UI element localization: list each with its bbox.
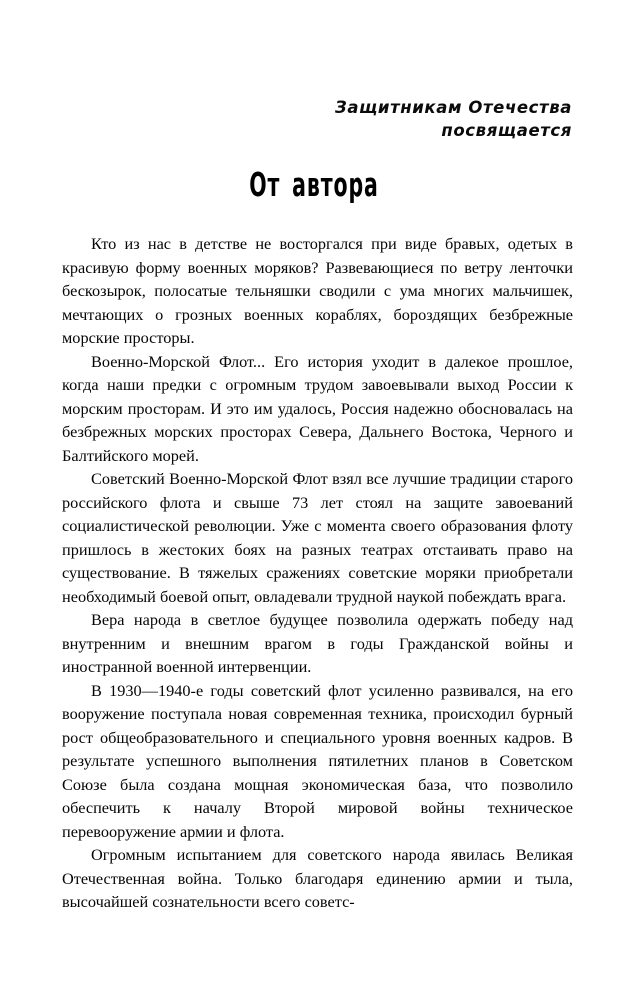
paragraph: Вера народа в светлое будущее позволила одержать победу над внутренним и внешним врагом в годы Гражданской войны и иностранной военной интервенции.: [62, 610, 573, 676]
paragraph: Огромным испытанием для советского народа явилась Великая Отечественная война. Только благодаря единению армии и тыла, высочайшей сознательности всего советс-: [62, 845, 573, 911]
chapter-title: От автора: [249, 165, 379, 204]
paragraph: Военно-Морской Флот... Его история уходит в далекое прошлое, когда наши предки с огромным трудом завоевывали выход России к морским просторам. И это им удалось, Россия надежно обосновалась на безбрежных морских просторах Севера, Дальнего Востока, Черного и Балтийского морей.: [62, 351, 573, 465]
paragraph: Кто из нас в детстве не восторгался при виде бравых, одетых в красивую форму военных моряков? Развевающиеся по ветру ленточки бескозырок, полосатые тельняшки сводили с ума многих мальчишек, мечтающих о грозных военных кораблях, бороздящих безбрежные морские просторы.: [62, 234, 573, 347]
body-text-column: [62, 232, 573, 914]
paragraph: В 1930—1940-е годы советский флот усиленно развивался, на его вооружение поступала новая современная техника, происходил бурный рост общеобразовательного и специального уровня военных кадров. В результате успешного выполнения пятилетних планов в Советском Союзе была создана мощная экономическая база, что позволило обеспечить к началу Второй мировой войны техническое перевооружение армии и флота.: [62, 680, 573, 841]
dedication-line-2: посвящается: [441, 121, 572, 140]
dedication-block: [62, 96, 572, 142]
paragraph: Советский Военно-Морской Флот взял все лучшие традиции старого российского флота и свыше 73 лет стоял на защите завоеваний социалистической революции. Уже с момента своего образования флоту пришлось в жестоких боях на разных театрах отстаивать право на существование. В тяжелых сражениях советские моряки приобретали необходимый боевой опыт, овладевали трудной наукой побеждать врага.: [62, 469, 573, 606]
dedication-line-1: Защитникам Отечества: [335, 98, 572, 117]
